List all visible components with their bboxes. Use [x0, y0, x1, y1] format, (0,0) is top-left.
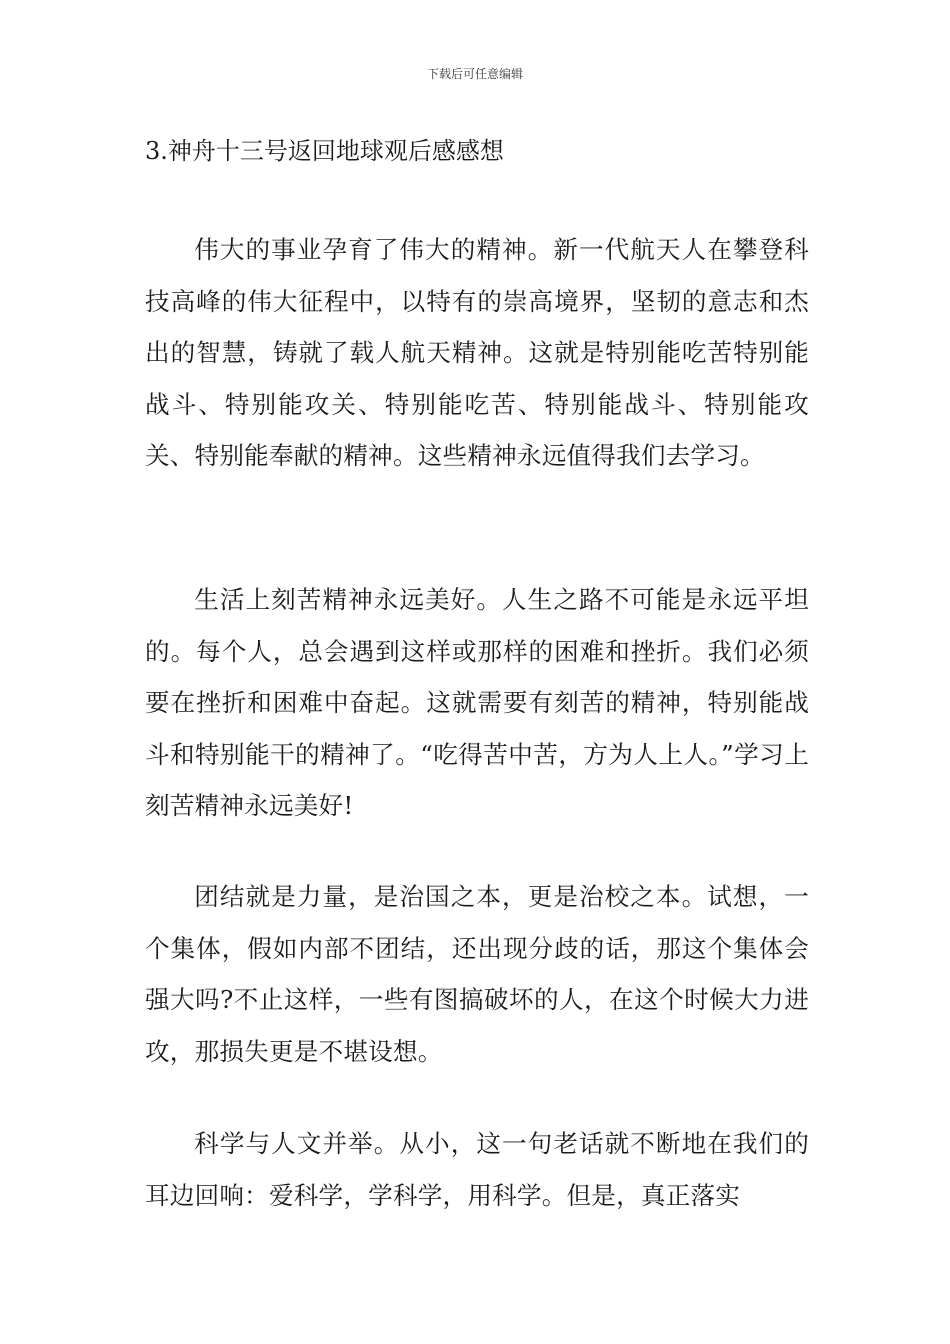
paragraph-text: 科学与人文并举。从小，这一句老话就不断地在我们的耳边回响：爱科学，学科学，用科学。但是，真正落实	[145, 1129, 809, 1210]
paragraph-4	[145, 1118, 809, 1221]
paragraph-3	[145, 871, 809, 1077]
paragraph-text: 生活上刻苦精神永远美好。人生之路不可能是永远平坦的。每个人，总会遇到这样或那样的困难和挫折。我们必须要在挫折和困难中奋起。这就需要有刻苦的精神，特别能战斗和特别能干的精神了。“吃得苦中苦，方为人上人。”学习上刻苦精神永远美好!	[145, 585, 809, 821]
document-title: 3.神舟十三号返回地球观后感感想	[145, 137, 504, 165]
paragraph-text: 团结就是力量，是治国之本，更是治校之本。试想，一个集体，假如内部不团结，还出现分歧的话，那这个集体会强大吗?不止这样，一些有图搞破坏的人，在这个时候大力进攻，那损失更是不堪设想。	[145, 882, 809, 1066]
paragraph-2	[145, 574, 809, 832]
paragraph-text: 伟大的事业孕育了伟大的精神。新一代航天人在攀登科技高峰的伟大征程中，以特有的崇高境界，坚韧的意志和杰出的智慧，铸就了载人航天精神。这就是特别能吃苦特别能战斗、特别能攻关、特别能吃苦、特别能战斗、特别能攻关、特别能奉献的精神。这些精神永远值得我们去学习。	[145, 235, 809, 471]
header-note: 下载后可任意编辑	[426, 67, 523, 81]
paragraph-1	[145, 224, 809, 482]
